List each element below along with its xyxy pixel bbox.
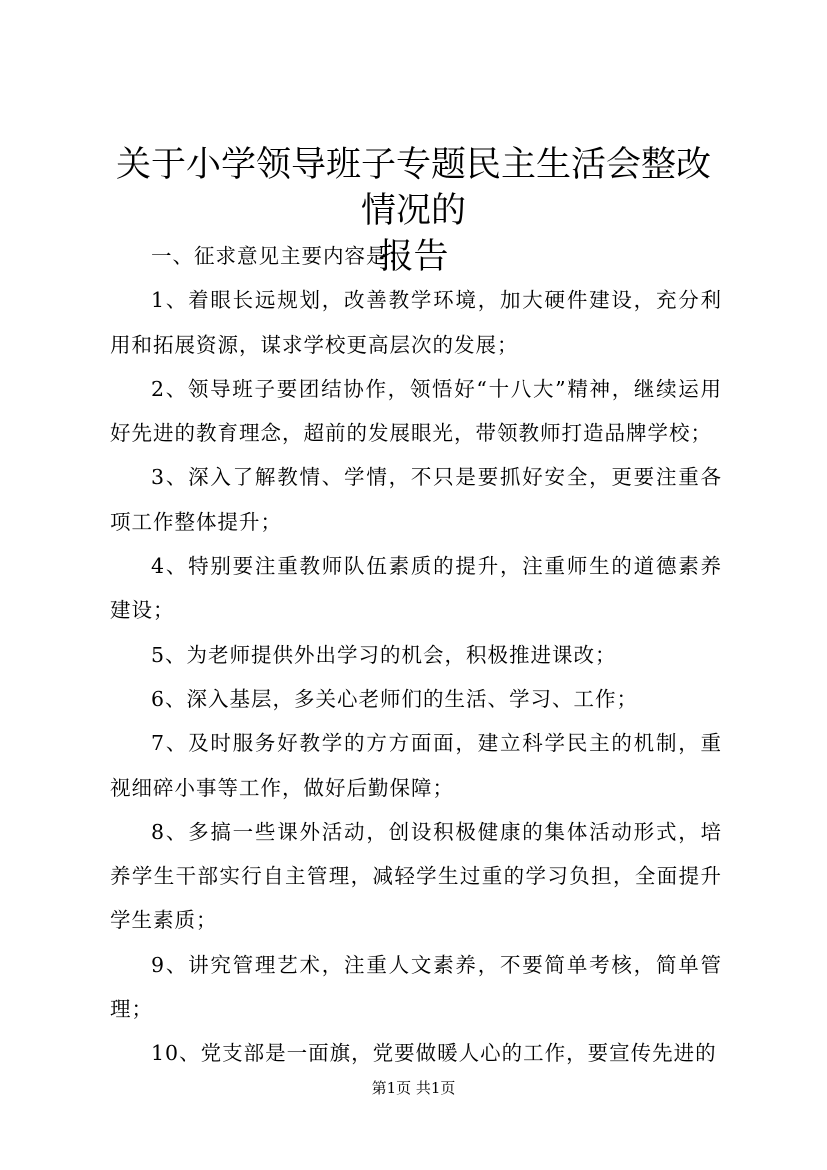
section-heading: 一、征求意见主要内容是： [151, 244, 409, 268]
list-item: 1、着眼长远规划，改善教学环境，加大硬件建设，充分利用和拓展资源，谋求学校更高层次的发展； [110, 288, 722, 357]
list-item: 4、特别要注重教师队伍素质的提升，注重师生的道德素养建设； [110, 554, 722, 623]
list-item: 9、讲究管理艺术，注重人文素养，不要简单考核，简单管理； [110, 952, 722, 1022]
list-item: 3、深入了解教情、学情，不只是要抓好安全，更要注重各项工作整体提升； [110, 465, 722, 534]
list-item: 6、深入基层，多关心老师们的生活、学习、工作； [151, 686, 639, 711]
list-item: 2、领导班子要团结协作，领悟好“十八大”精神，继续运用好先进的教育理念，超前的发展眼光，带领教师打造品牌学校； [110, 376, 722, 446]
page-footer: 第1页 共1页 [371, 1079, 456, 1097]
list-item: 10、党支部是一面旗，党要做暖人心的工作，要宣传先进的 [151, 1041, 717, 1066]
list-item: 8、多搞一些课外活动，创设积极健康的集体活动形式，培养学生干部实行自主管理，减轻学生过重的学习负担，全面提升学生素质； [110, 819, 722, 933]
list-item: 5、为老师提供外出学习的机会，积极推进课改； [151, 642, 617, 667]
title-line-2: 报告 [378, 237, 449, 277]
title-line-1: 关于小学领导班子专题民主生活会整改情况的 [115, 145, 711, 231]
list-item: 7、及时服务好教学的方方面面，建立科学民主的机制，重视细碎小事等工作，做好后勤保障； [110, 731, 722, 800]
document-body [110, 234, 722, 1076]
